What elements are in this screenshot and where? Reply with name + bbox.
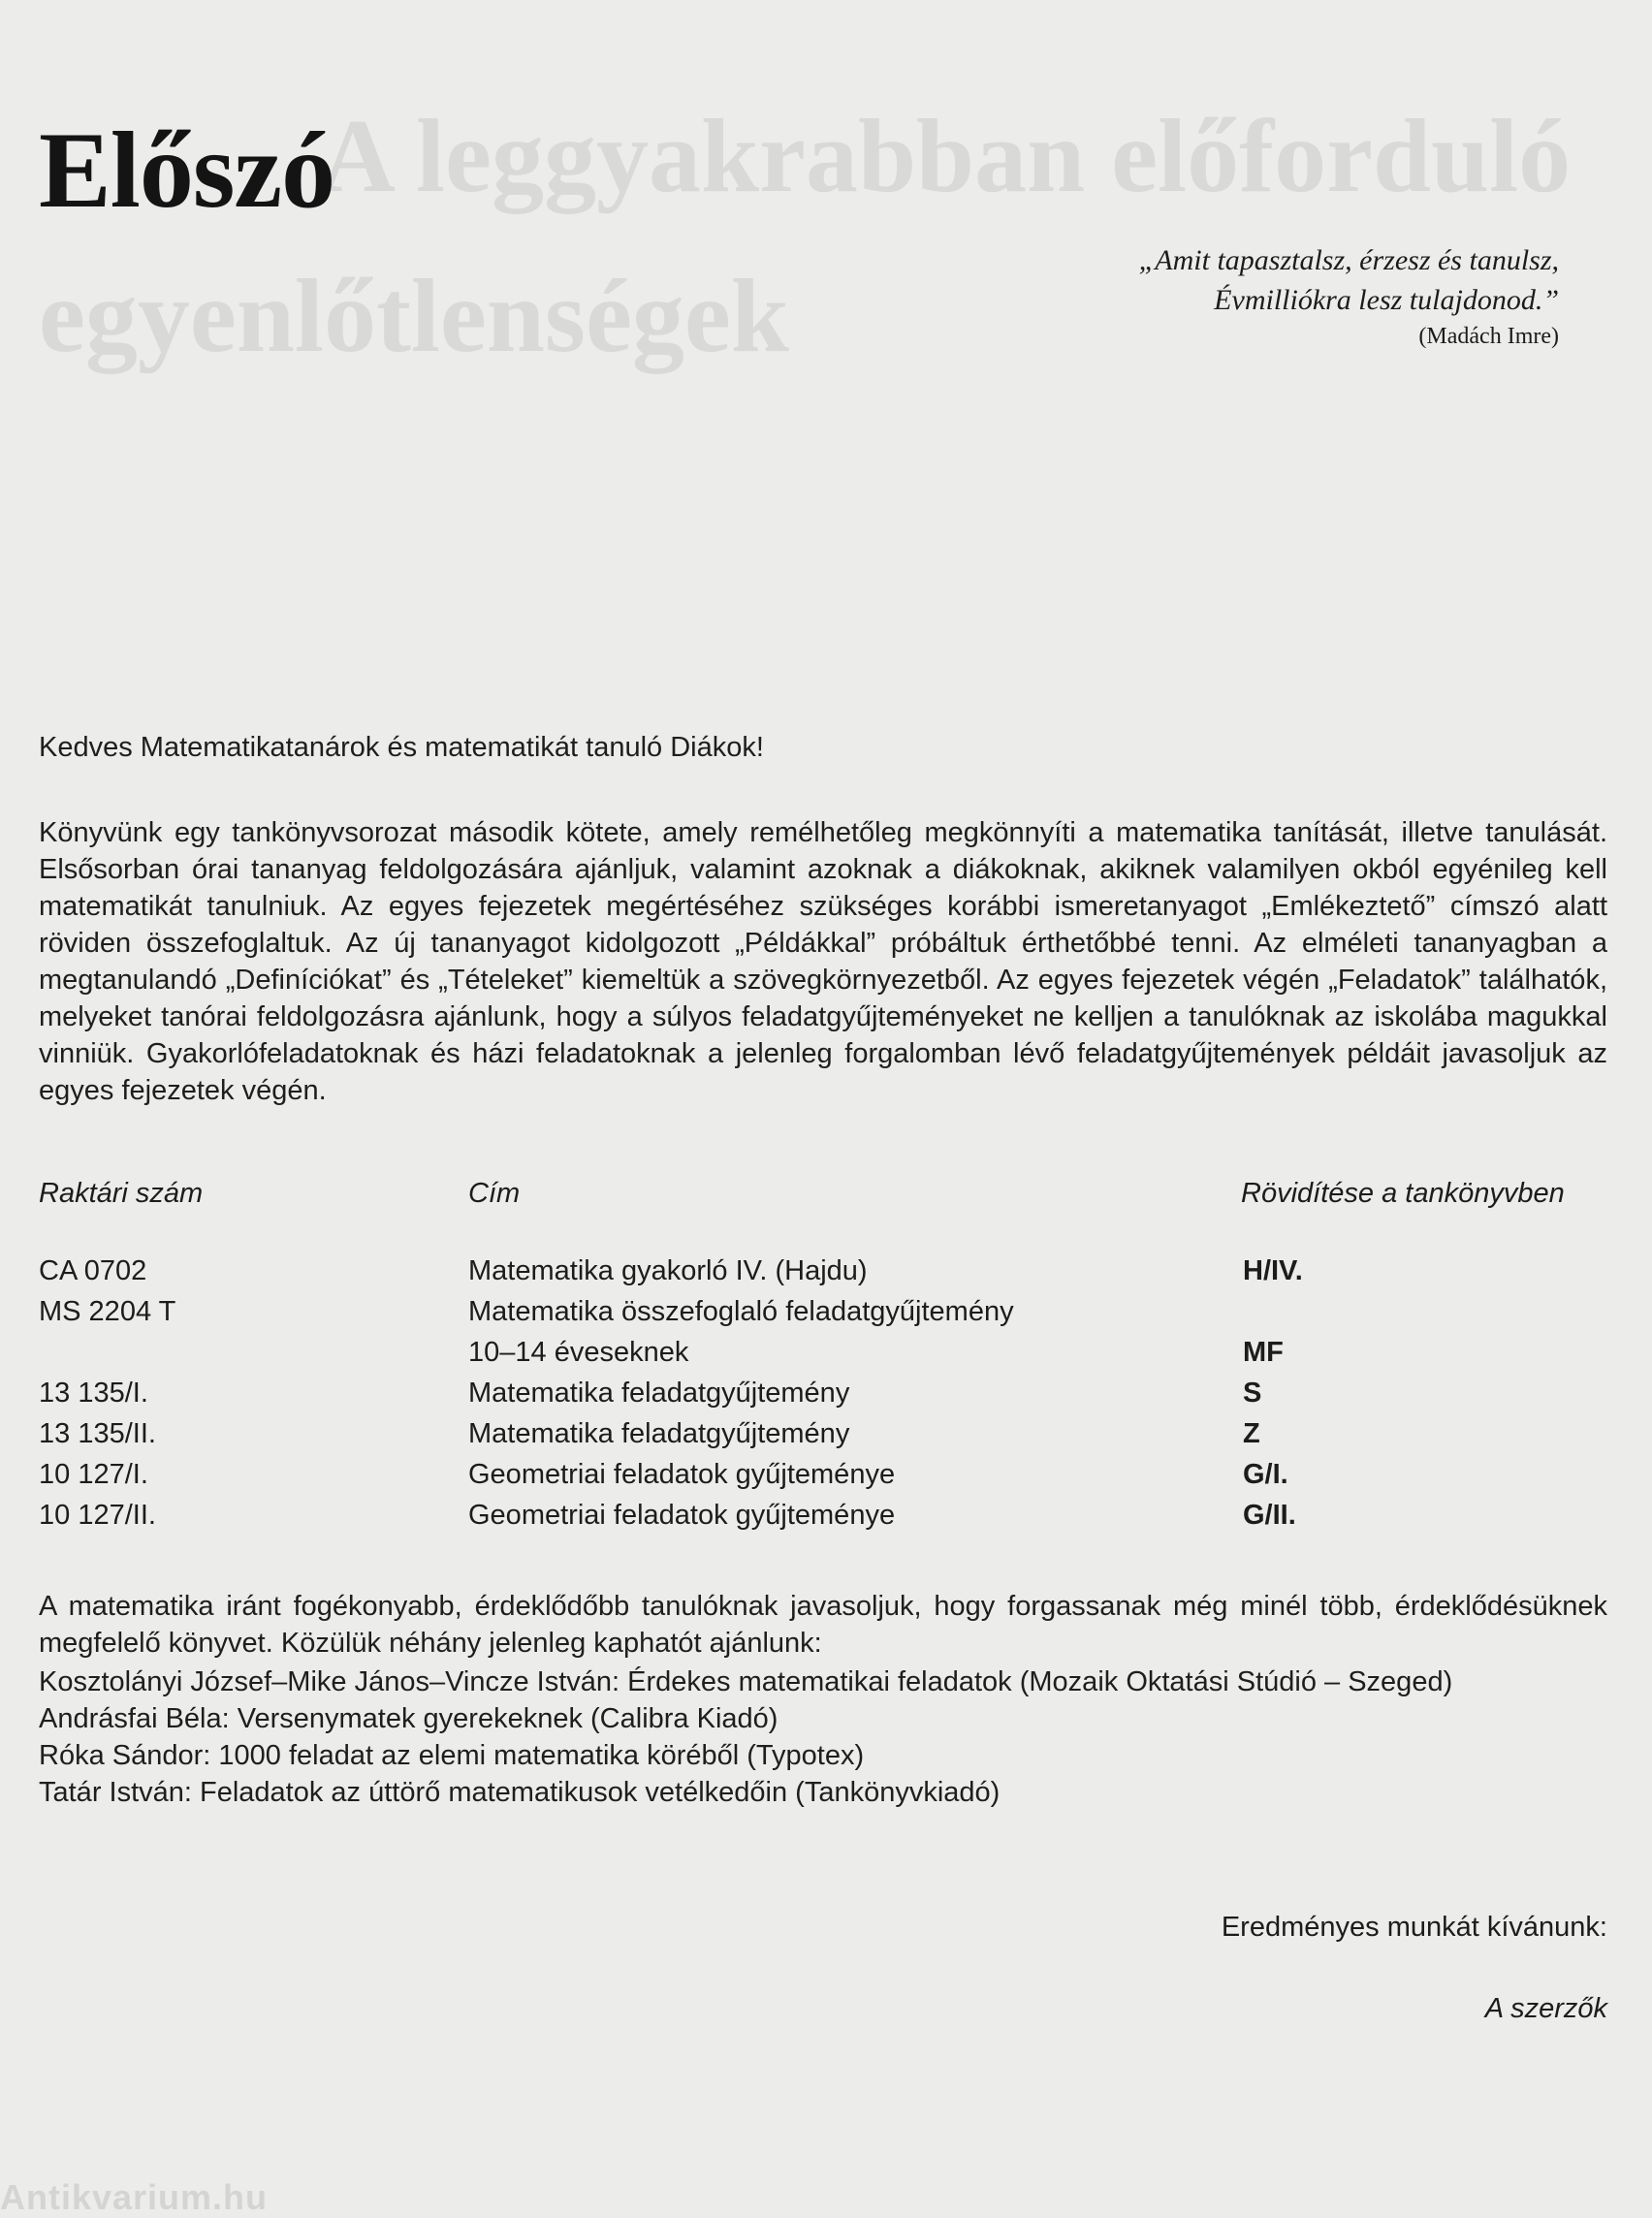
cell-code: 10 127/I. [39,1459,148,1490]
cell-code: CA 0702 [39,1255,147,1286]
cell-title: Matematika feladatgyűjtemény [468,1378,850,1409]
cell-title: Matematika gyakorló IV. (Hajdu) [468,1255,868,1286]
header-title: Cím [468,1178,521,1209]
page-title: Előszó [39,111,335,231]
bleed-through-heading: A leggyakrabban előforduló [320,99,1572,214]
table-row [39,1255,1607,1296]
cell-title: Geometriai feladatok gyűjteménye [468,1459,896,1490]
header-code: Raktári szám [39,1178,204,1209]
cell-title: Geometriai feladatok gyűjteménye [468,1500,896,1531]
cell-code: 13 135/I. [39,1378,148,1409]
cell-code: 13 135/II. [39,1418,156,1449]
cell-abbr: MF [1243,1337,1284,1368]
cell-abbr: G/I. [1243,1459,1288,1490]
recommendation-paragraph: A matematika iránt fogékonyabb, érdeklődőbb tanulóknak javasoljuk, hogy forgassanak még minél több, érdeklődésüknek megfelelő könyvet. Közülük néhány jelenleg kaphatót ajánlunk: [39,1591,1607,1659]
greeting: Kedves Matematikatanárok és matematikát tanuló Diákok! [39,732,764,763]
book-reference-table [39,1178,1607,1540]
book-list [39,1664,1607,1811]
list-item: Andrásfai Béla: Versenymatek gyerekeknek (Calibra Kiadó) [39,1703,778,1734]
cell-abbr: G/II. [1243,1500,1296,1531]
list-item: Róka Sándor: 1000 feladat az elemi matematika köréből (Typotex) [39,1740,865,1771]
table-row [39,1337,1607,1378]
table-row [39,1296,1607,1337]
header-abbr: Rövidítése a tankönyvben [1241,1178,1565,1209]
motto-quote [1139,240,1559,353]
motto-line-2: Évmilliókra lesz tulajdonod.” [1214,284,1559,316]
cell-title: Matematika összefoglaló feladatgyűjtemény [468,1296,1014,1327]
cell-abbr: H/IV. [1243,1255,1303,1286]
cell-title: Matematika feladatgyűjtemény [468,1418,850,1449]
table-row [39,1378,1607,1418]
table-row [39,1459,1607,1500]
motto-line-1: „Amit tapasztalsz, érzesz és tanulsz, [1138,244,1559,276]
cell-title: 10–14 éveseknek [468,1337,689,1368]
bleed-through-heading-2: egyenlőtlenségek [39,259,789,374]
signature: A szerzők [1484,1993,1607,2024]
table-row [39,1500,1607,1540]
intro-paragraph: Könyvünk egy tankönyvsorozat második kötete, amely remélhetőleg megkönnyíti a matematika tanítását, illetve tanulását. Elsősorban órai tananyag feldolgozására ajánljuk, valamint azoknak a diákoknak, akiknek valamilyen okból egyénileg kell matematikát tanulniuk. Az egyes fejezetek megértéséhez szükséges korábbi ismeretanyagot „Emlékeztető” címszó alatt röviden összefoglaltuk. Az új tananyagot kidolgozott „Példákkal” próbáltuk érthetőbbé tenni. Az elméleti tananyagban a megtanulandó „Definíciókat” és „Tételeket” kiemeltük a szövegkörnyezetből. Az egyes fejezetek végén „Feladatok” találhatók, melyeket tanórai feldolgozásra ajánlunk, hogy a súlyos feladatgyűjteményeket ne kelljen a tanulóknak az iskolába magukkal vinniük. Gyakorlófeladatoknak és házi feladatoknak a jelenleg forgalomban lévő feladatgyűjtemények példáit javasoljuk az egyes fejezetek végén. [39,817,1607,1106]
cell-code: 10 127/II. [39,1500,156,1531]
closing-line: Eredményes munkát kívánunk: [1221,1912,1607,1943]
list-item: Kosztolányi József–Mike János–Vincze István: Érdekes matematikai feladatok (Mozaik Oktatási Stúdió – Szeged) [39,1666,1453,1697]
cell-abbr: S [1243,1378,1262,1409]
table-header-row [39,1178,1607,1255]
motto-author: (Madách Imre) [1418,324,1559,349]
watermark: Antikvarium.hu [0,2177,269,2217]
cell-code: MS 2204 T [39,1296,176,1327]
cell-abbr: Z [1243,1418,1260,1449]
list-item: Tatár István: Feladatok az úttörő matematikusok vetélkedőin (Tankönyvkiadó) [39,1777,1001,1808]
table-row [39,1418,1607,1459]
